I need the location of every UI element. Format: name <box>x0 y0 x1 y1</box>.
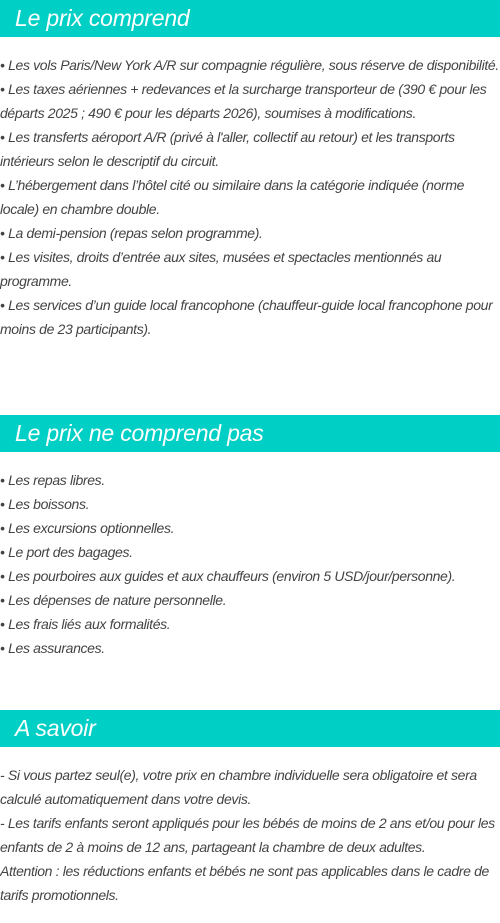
list-item: • Les services d’un guide local francophone (chauffeur-guide local francophone pour moins de 23 participants). <box>0 297 493 337</box>
list-item: • Les boissons. <box>0 496 90 512</box>
section-header-not-included <box>0 415 500 452</box>
section-header-good-to-know <box>0 710 500 747</box>
list-item: • Les frais liés aux formalités. <box>0 616 171 632</box>
list-item: • Les dépenses de nature personnelle. <box>0 592 227 608</box>
list-item: • Les transferts aéroport A/R (privé à l'aller, collectif au retour) et les transports intérieurs selon le descriptif du circuit. <box>0 129 455 169</box>
list-item: • Les repas libres. <box>0 472 105 488</box>
list-item: • Les assurances. <box>0 640 105 656</box>
list-item: • Les pourboires aux guides et aux chauffeurs (environ 5 USD/jour/personne). <box>0 568 456 584</box>
list-item: • Les visites, droits d’entrée aux sites, musées et spectacles mentionnés au programme. <box>0 249 442 289</box>
section-header-included <box>0 0 500 37</box>
list-item: • Les taxes aériennes + redevances et la surcharge transporteur de (390 € pour les départs 2025 ; 490 € pour les départs 2026), soumises à modifications. <box>0 81 487 121</box>
list-item: - Les tarifs enfants seront appliqués pour les bébés de moins de 2 ans et/ou pour les enfants de 2 à moins de 12 ans, partageant la chambre de deux adultes. <box>0 815 495 855</box>
list-item: • Le port des bagages. <box>0 544 133 560</box>
included-list <box>0 53 500 341</box>
good-to-know-list <box>0 763 500 907</box>
section-title-included: Le prix comprend <box>15 5 190 31</box>
list-item: • La demi-pension (repas selon programme). <box>0 225 263 241</box>
not-included-list <box>0 468 500 660</box>
list-item: • L’hébergement dans l’hôtel cité ou similaire dans la catégorie indiquée (norme locale) en chambre double. <box>0 177 465 217</box>
section-title-not-included: Le prix ne comprend pas <box>15 420 264 446</box>
list-item: • Les excursions optionnelles. <box>0 520 175 536</box>
list-item: Attention : les réductions enfants et bébés ne sont pas applicables dans le cadre de tarifs promotionnels. <box>0 863 489 903</box>
section-title-good-to-know: A savoir <box>15 715 96 741</box>
list-item: - Si vous partez seul(e), votre prix en chambre individuelle sera obligatoire et sera calculé automatiquement dans votre devis. <box>0 767 477 807</box>
list-item: • Les vols Paris/New York A/R sur compagnie régulière, sous réserve de disponibilité. <box>0 57 499 73</box>
